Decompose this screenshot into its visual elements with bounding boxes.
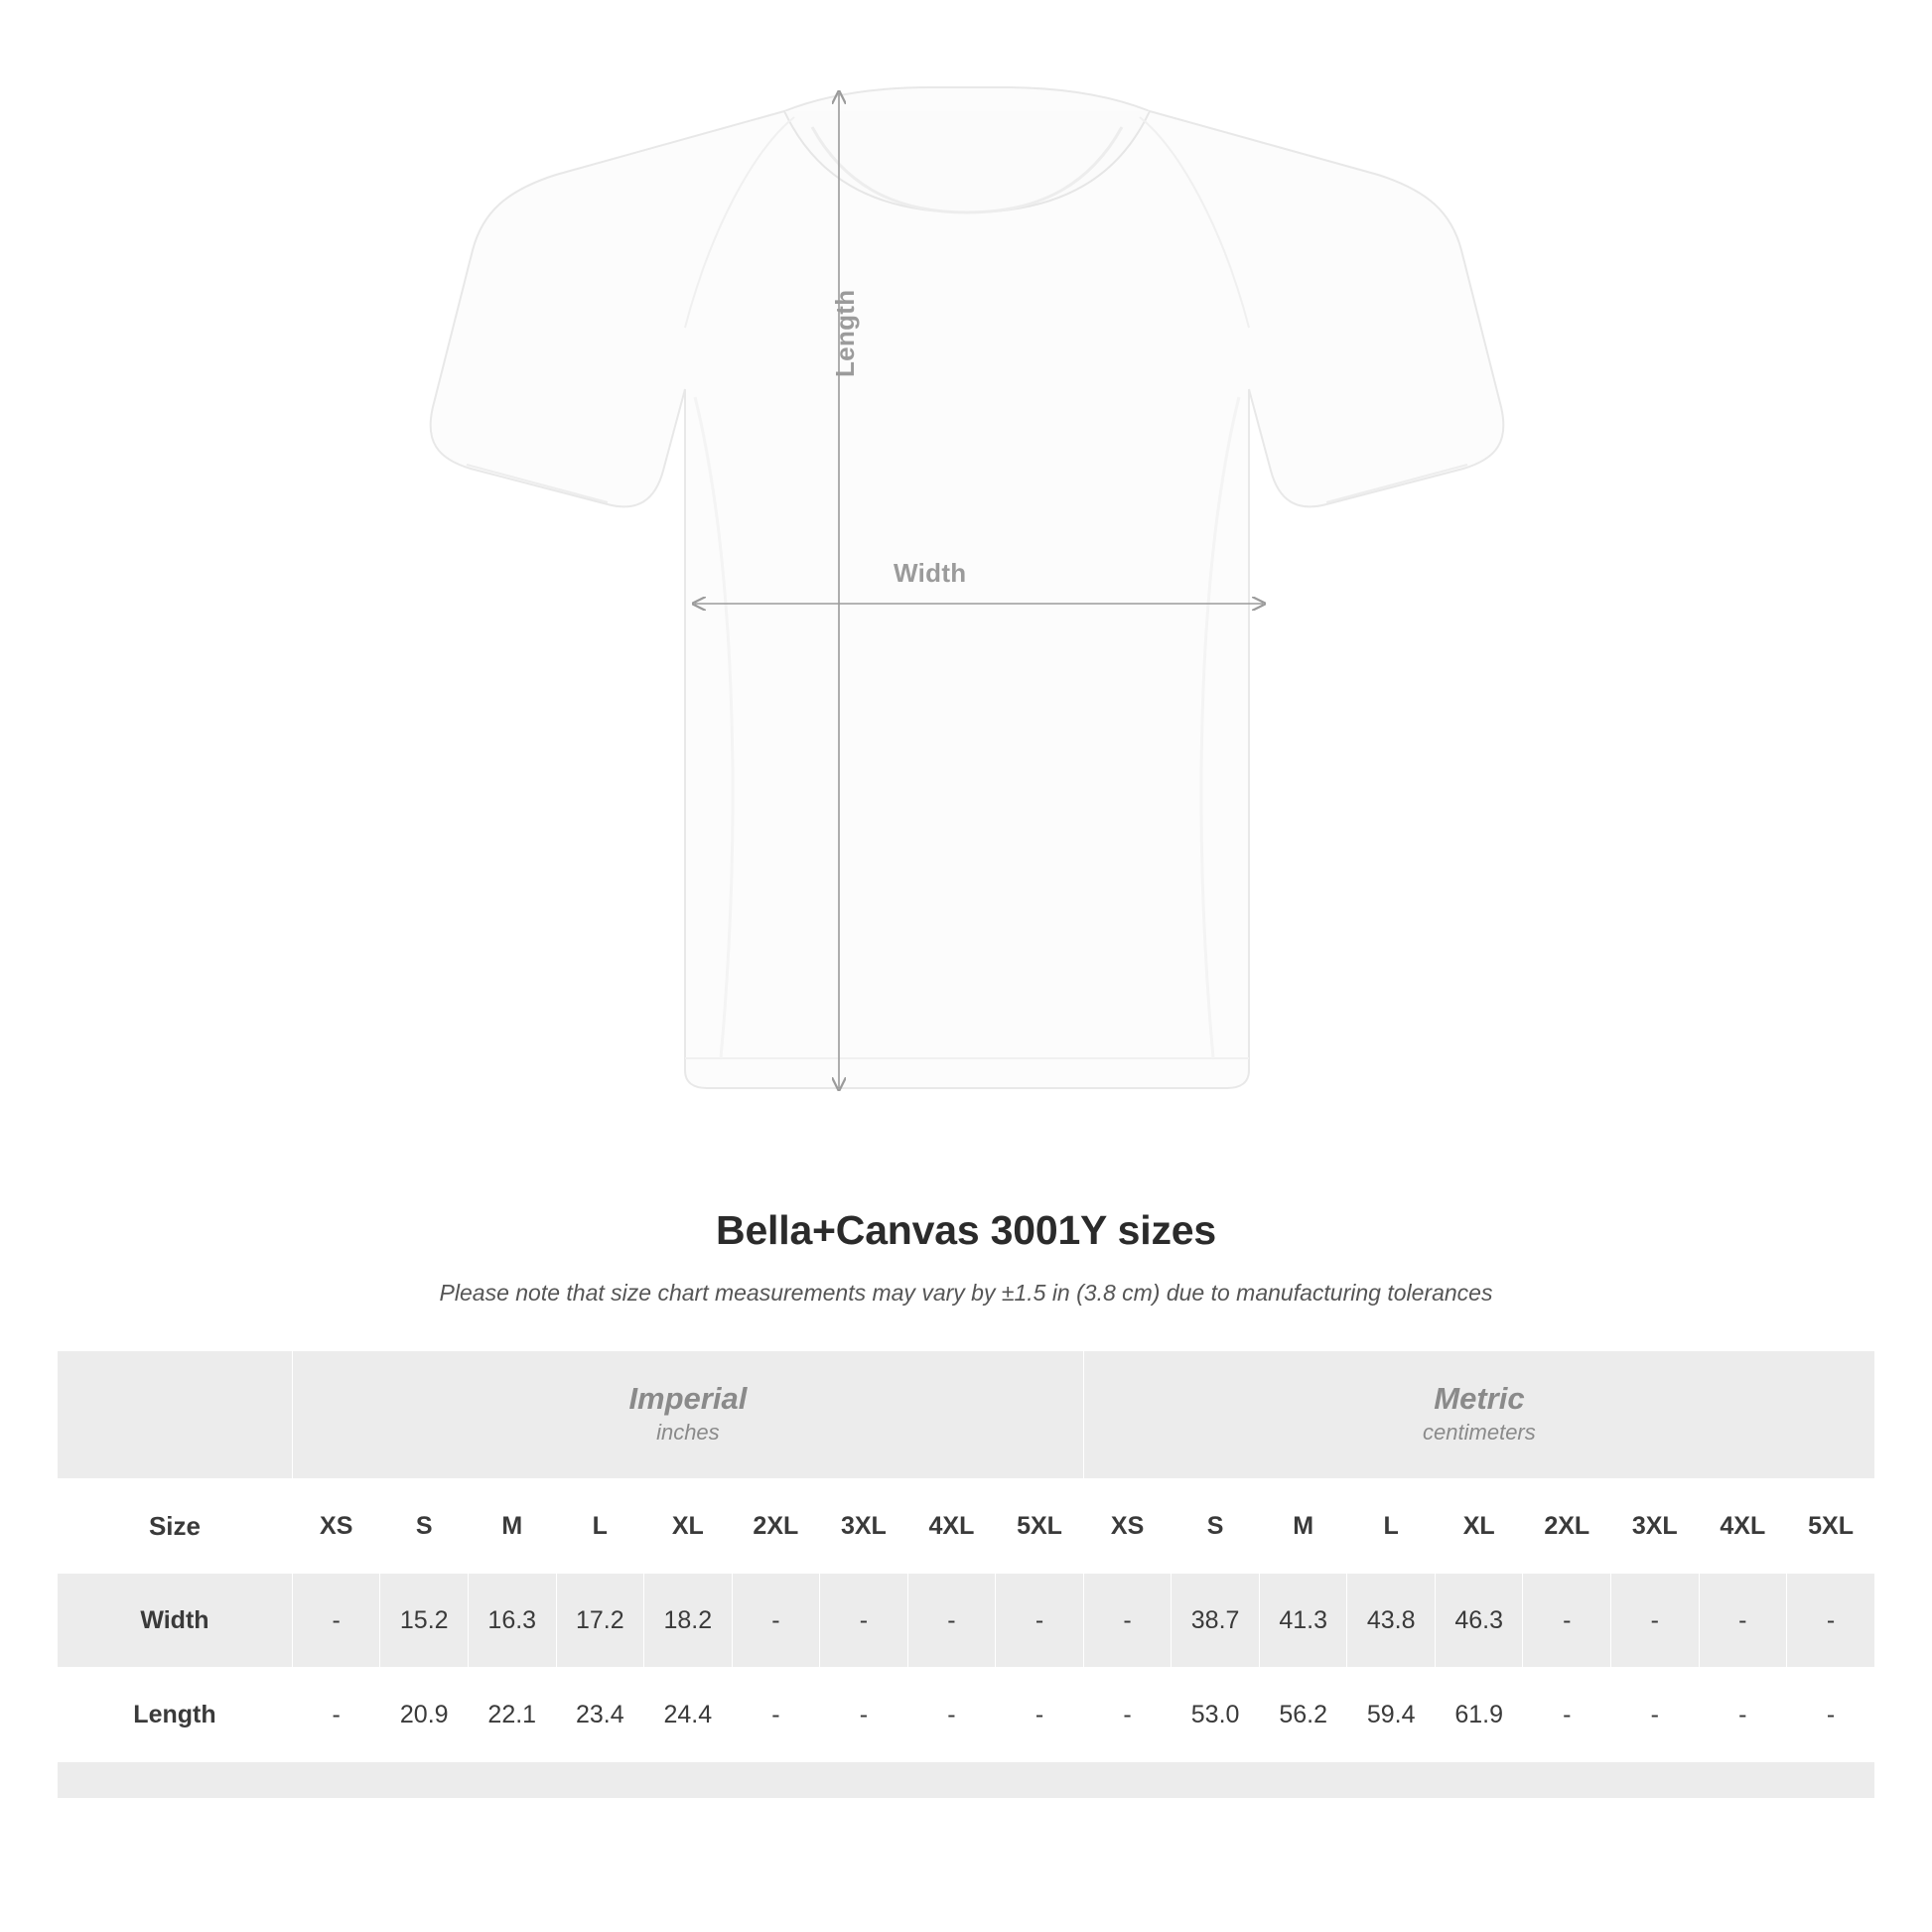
unit-metric-sub: centimeters [1423, 1420, 1536, 1446]
cell-width-metric-2xl: - [1523, 1574, 1611, 1668]
size-header-metric-m: M [1259, 1479, 1347, 1574]
unit-imperial-name: Imperial [628, 1380, 748, 1416]
size-header-imperial-4xl: 4XL [907, 1479, 996, 1574]
cell-width-metric-5xl: - [1787, 1574, 1875, 1668]
cell-width-metric-s: 38.7 [1172, 1574, 1260, 1668]
width-label: Width [894, 558, 967, 588]
size-header-imperial-xl: XL [644, 1479, 733, 1574]
cell-width-imperial-l: 17.2 [556, 1574, 644, 1668]
size-header-imperial-3xl: 3XL [820, 1479, 908, 1574]
size-header-imperial-xs: XS [292, 1479, 380, 1574]
unit-group-imperial [292, 1351, 1083, 1479]
cell-width-imperial-xl: 18.2 [644, 1574, 733, 1668]
size-table-wrapper [57, 1350, 1875, 1799]
cell-length-metric-4xl: - [1699, 1668, 1787, 1762]
cell-width-imperial-4xl: - [907, 1574, 996, 1668]
size-header-metric-xl: XL [1435, 1479, 1523, 1574]
cell-length-metric-xl: 61.9 [1435, 1668, 1523, 1762]
unit-header-row [58, 1351, 1875, 1479]
table-footer-strip [58, 1762, 1875, 1799]
size-header-metric-3xl: 3XL [1611, 1479, 1700, 1574]
unit-header-blank [58, 1351, 293, 1479]
size-header-imperial-5xl: 5XL [996, 1479, 1084, 1574]
cell-length-imperial-xs: - [292, 1668, 380, 1762]
cell-length-imperial-m: 22.1 [469, 1668, 557, 1762]
cell-length-imperial-5xl: - [996, 1668, 1084, 1762]
cell-length-metric-2xl: - [1523, 1668, 1611, 1762]
cell-length-metric-xs: - [1083, 1668, 1172, 1762]
size-header-imperial-m: M [469, 1479, 557, 1574]
cell-width-imperial-xs: - [292, 1574, 380, 1668]
cell-width-imperial-2xl: - [732, 1574, 820, 1668]
cell-length-imperial-l: 23.4 [556, 1668, 644, 1762]
cell-length-imperial-3xl: - [820, 1668, 908, 1762]
size-header-metric-5xl: 5XL [1787, 1479, 1875, 1574]
unit-imperial-sub: inches [656, 1420, 720, 1446]
page-title: Bella+Canvas 3001Y sizes [716, 1207, 1216, 1253]
cell-length-metric-l: 59.4 [1347, 1668, 1436, 1762]
title-block [0, 1207, 1932, 1307]
size-header-label: Size [58, 1479, 293, 1574]
cell-length-imperial-2xl: - [732, 1668, 820, 1762]
table-row [58, 1668, 1875, 1762]
size-header-imperial-2xl: 2XL [732, 1479, 820, 1574]
cell-length-metric-3xl: - [1611, 1668, 1700, 1762]
cell-length-metric-5xl: - [1787, 1668, 1875, 1762]
size-header-metric-s: S [1172, 1479, 1260, 1574]
cell-length-metric-m: 56.2 [1259, 1668, 1347, 1762]
row-label-width: Width [58, 1574, 293, 1668]
cell-length-imperial-s: 20.9 [380, 1668, 469, 1762]
cell-width-metric-m: 41.3 [1259, 1574, 1347, 1668]
table-footer-cell [58, 1762, 1875, 1799]
cell-width-metric-xs: - [1083, 1574, 1172, 1668]
cell-length-imperial-4xl: - [907, 1668, 996, 1762]
cell-width-imperial-s: 15.2 [380, 1574, 469, 1668]
size-header-imperial-s: S [380, 1479, 469, 1574]
table-row [58, 1574, 1875, 1668]
size-header-metric-2xl: 2XL [1523, 1479, 1611, 1574]
cell-width-imperial-m: 16.3 [469, 1574, 557, 1668]
row-label-length: Length [58, 1668, 293, 1762]
unit-metric-name: Metric [1434, 1380, 1525, 1416]
size-header-metric-xs: XS [1083, 1479, 1172, 1574]
cell-width-imperial-5xl: - [996, 1574, 1084, 1668]
length-label: Length [830, 289, 860, 377]
size-header-imperial-l: L [556, 1479, 644, 1574]
cell-width-imperial-3xl: - [820, 1574, 908, 1668]
cell-width-metric-3xl: - [1611, 1574, 1700, 1668]
cell-length-metric-s: 53.0 [1172, 1668, 1260, 1762]
size-table [57, 1350, 1875, 1799]
size-header-row [58, 1479, 1875, 1574]
cell-length-imperial-xl: 24.4 [644, 1668, 733, 1762]
tolerance-note: Please note that size chart measurements may vary by ±1.5 in (3.8 cm) due to manufacturing tolerances [439, 1280, 1493, 1306]
cell-width-metric-xl: 46.3 [1435, 1574, 1523, 1668]
cell-width-metric-l: 43.8 [1347, 1574, 1436, 1668]
size-header-metric-l: L [1347, 1479, 1436, 1574]
unit-group-metric [1083, 1351, 1874, 1479]
cell-width-metric-4xl: - [1699, 1574, 1787, 1668]
size-header-metric-4xl: 4XL [1699, 1479, 1787, 1574]
